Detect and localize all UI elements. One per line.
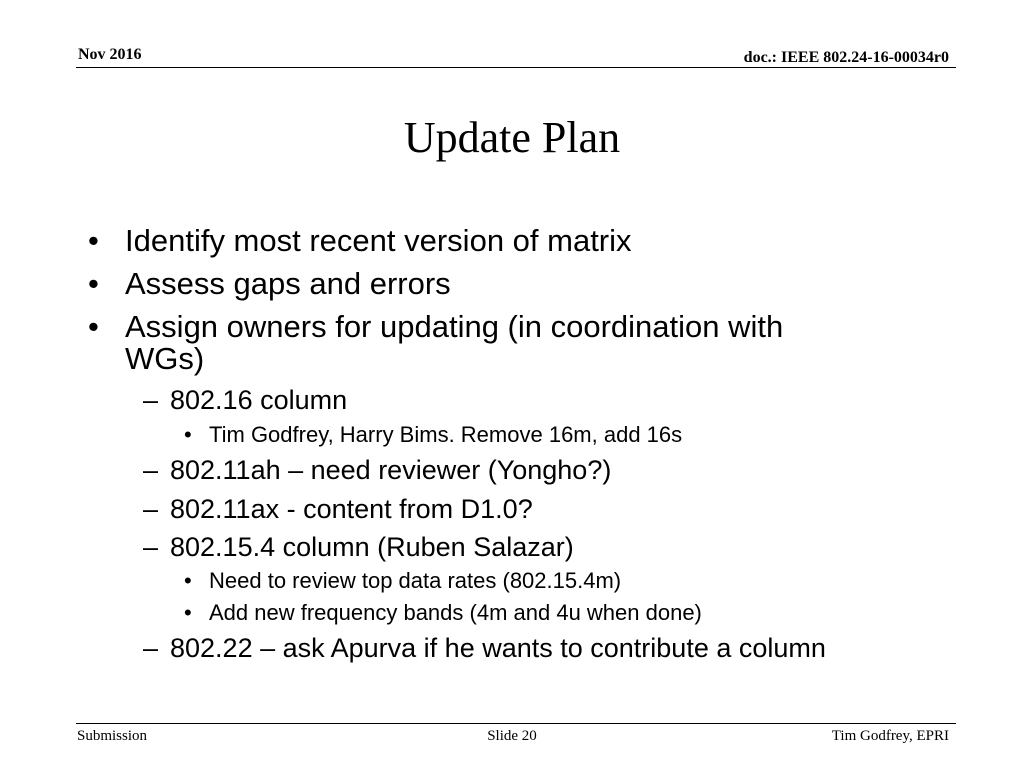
subsubbullet-new-frequency-bands: Add new frequency bands (4m and 4u when done) xyxy=(209,600,702,625)
bullet-marker: • xyxy=(184,600,192,625)
header-date: Nov 2016 xyxy=(78,46,142,63)
footer-divider xyxy=(76,723,956,724)
footer-author: Tim Godfrey, EPRI xyxy=(831,728,949,744)
dash-marker: – xyxy=(143,385,159,415)
header-document-id: doc.: IEEE 802.24-16-00034r0 xyxy=(743,49,949,66)
bullet-assess-gaps: Assess gaps and errors xyxy=(125,266,451,301)
dash-marker: – xyxy=(143,494,159,524)
footer-submission: Submission xyxy=(77,728,148,744)
bullet-marker: • xyxy=(88,266,99,301)
footer-slide-number: Slide 20 xyxy=(487,728,537,744)
slide-title: Update Plan xyxy=(403,113,621,162)
header-divider xyxy=(76,67,956,68)
subbullet-802-16-column: 802.16 column xyxy=(170,385,348,415)
bullet-assign-owners-line2: WGs) xyxy=(125,341,205,376)
bullet-marker: • xyxy=(184,422,192,447)
dash-marker: – xyxy=(143,455,159,485)
subbullet-802-22: 802.22 – ask Apurva if he wants to contribute a column xyxy=(170,633,826,663)
subsubbullet-top-data-rates: Need to review top data rates (802.15.4m) xyxy=(209,568,622,593)
bullet-marker: • xyxy=(88,223,99,258)
subbullet-802-11ax: 802.11ax - content from D1.0? xyxy=(170,494,533,524)
bullet-identify-matrix: Identify most recent version of matrix xyxy=(125,223,632,258)
bullet-marker: • xyxy=(88,309,99,344)
bullet-assign-owners-line1: Assign owners for updating (in coordination with xyxy=(125,309,784,344)
dash-marker: – xyxy=(143,532,159,562)
subbullet-802-15-4-column: 802.15.4 column (Ruben Salazar) xyxy=(170,532,574,562)
dash-marker: – xyxy=(143,633,159,663)
subsubbullet-tim-godfrey-harry-bims: Tim Godfrey, Harry Bims. Remove 16m, add 16s xyxy=(209,422,683,447)
bullet-marker: • xyxy=(184,568,192,593)
subbullet-802-11ah: 802.11ah – need reviewer (Yongho?) xyxy=(170,455,612,485)
